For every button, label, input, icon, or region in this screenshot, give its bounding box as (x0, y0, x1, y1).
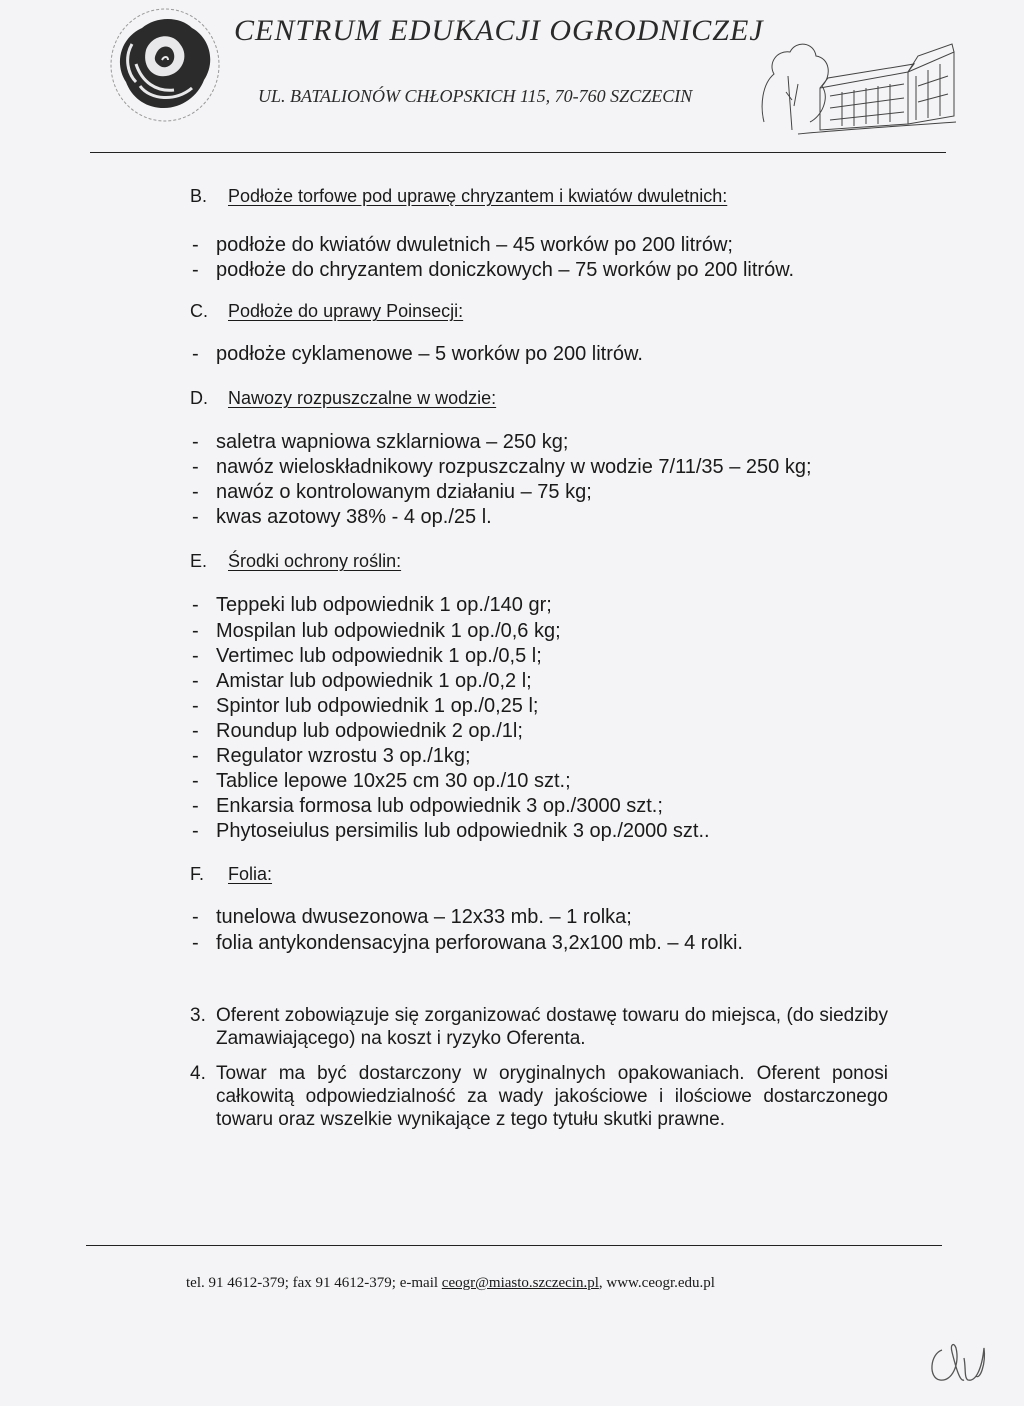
list-item: - kwas azotowy 38% - 4 op./25 l. (192, 506, 492, 528)
contact-footer (186, 1275, 886, 1292)
section-heading-d (190, 388, 496, 409)
handwritten-initials-icon (920, 1328, 1000, 1388)
list-item: - Tablice lepowe 10x25 cm 30 op./10 szt.; (192, 770, 571, 792)
section-heading-b (190, 186, 727, 207)
list-item: - tunelowa dwusezonowa – 12x33 mb. – 1 rolka; (192, 906, 632, 928)
section-letter: D. (190, 388, 208, 408)
list-item: - Phytoseiulus persimilis lub odpowiednik 3 op./2000 szt.. (192, 820, 710, 842)
header-divider (90, 152, 946, 153)
website-text: , www.ceogr.edu.pl (598, 1275, 715, 1291)
list-item: - folia antykondensacyjna perforowana 3,2x100 mb. – 4 rolki. (192, 932, 743, 954)
contact-details: tel. 91 4612-379; fax 91 4612-379; e-mail (186, 1275, 442, 1291)
list-item: - nawóz wieloskładnikowy rozpuszczalny w wodzie 7/11/35 – 250 kg; (192, 456, 812, 478)
section-heading-f (190, 864, 272, 885)
section-title: Folia: (228, 864, 273, 884)
section-title: Podłoże torfowe pod uprawę chryzantem i kwiatów dwuletnich: (228, 186, 728, 206)
list-item: - Regulator wzrostu 3 op./1kg; (192, 745, 471, 767)
section-title: Podłoże do uprawy Poinsecji: (228, 301, 464, 321)
point-number: 4. (190, 1063, 206, 1084)
list-item: - Amistar lub odpowiednik 1 op./0,2 l; (192, 670, 532, 692)
list-item: - podłoże do chryzantem doniczkowych – 75 worków po 200 litrów. (192, 259, 795, 281)
section-letter: E. (190, 551, 208, 571)
email-link[interactable]: ceogr@miasto.szczecin.pl (441, 1275, 599, 1291)
footer-divider (86, 1245, 942, 1246)
section-letter: B. (190, 186, 208, 206)
point-number: 3. (190, 1005, 206, 1026)
list-item: - podłoże do kwiatów dwuletnich – 45 worków po 200 litrów; (192, 234, 733, 256)
list-item: - podłoże cyklamenowe – 5 worków po 200 litrów. (192, 343, 643, 365)
list-item: - Teppeki lub odpowiednik 1 op./140 gr; (192, 594, 552, 616)
organization-address: UL. BATALIONÓW CHŁOPSKICH 115, 70-760 SZCZECIN (258, 86, 693, 106)
section-heading-c (190, 301, 463, 322)
section-heading-e (190, 551, 401, 572)
section-letter: C. (190, 301, 208, 321)
list-item: - nawóz o kontrolowanym działaniu – 75 kg; (192, 481, 592, 503)
point-text: Oferent zobowiązuje się zorganizować dostawę towaru do miejsca, (do siedziby Zamawiającego) na koszt i ryzyko Oferenta. (216, 1005, 888, 1049)
list-item: - saletra wapniowa szklarniowa – 250 kg; (192, 431, 569, 453)
school-building-icon (758, 26, 958, 136)
section-letter: F. (190, 864, 205, 884)
rose-logo-icon (106, 4, 224, 126)
section-title: Nawozy rozpuszczalne w wodzie: (228, 388, 497, 408)
list-item: - Enkarsia formosa lub odpowiednik 3 op./3000 szt.; (192, 795, 663, 817)
list-item: - Roundup lub odpowiednik 2 op./1l; (192, 720, 523, 742)
list-item: - Mospilan lub odpowiednik 1 op./0,6 kg; (192, 620, 561, 642)
organization-name: CENTRUM EDUKACJI OGRODNICZEJ (234, 14, 764, 47)
point-text: Towar ma być dostarczony w oryginalnych opakowaniach. Oferent ponosi całkowitą odpowiedzialność za wady jakościowe i ilościowe dostarczonego towaru oraz wszelkie wynikające z tego tytułu skutki prawne. (216, 1063, 888, 1130)
section-title: Środki ochrony roślin: (228, 551, 402, 571)
list-item: - Spintor lub odpowiednik 1 op./0,25 l; (192, 695, 539, 717)
list-item: - Vertimec lub odpowiednik 1 op./0,5 l; (192, 645, 542, 667)
